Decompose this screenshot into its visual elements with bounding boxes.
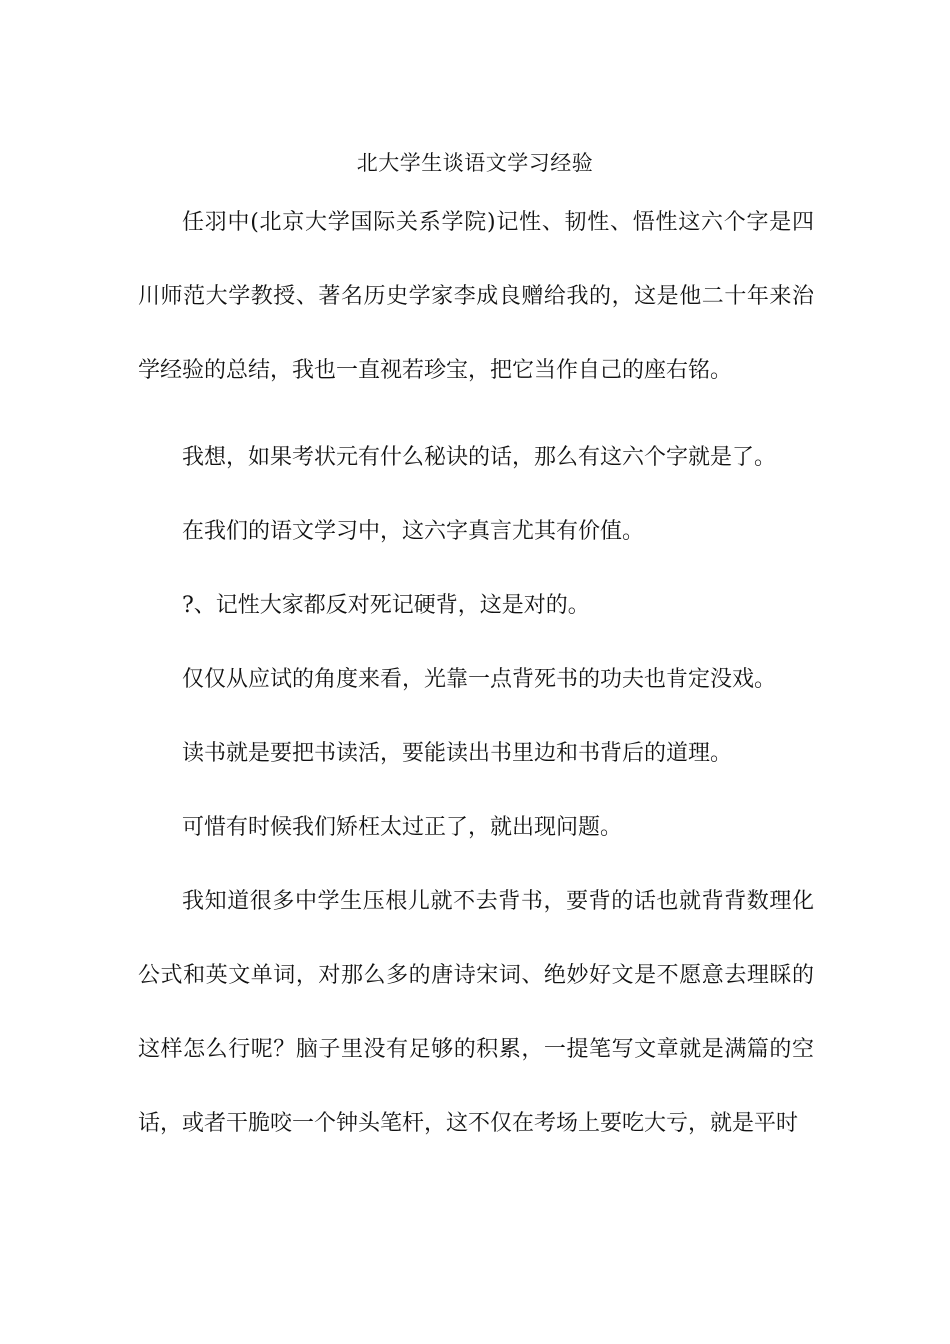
paragraph-8: 我知道很多中学生压根儿就不去背书，要背的话也就背背数理化公式和英文单词，对那么多的唐诗宋词、绝妙好文是不愿意去理睬的这样怎么行呢？脑子里没有足够的积累，一提笔写文章就是满篇的空话，或者干脆咬一个钟头笔杆，这不仅在考场上要吃大亏，就是平时 <box>138 889 814 1136</box>
paragraph-1: 任羽中(北京大学国际关系学院)记性、韧性、悟性这六个字是四川师范大学教授、著名历史学家李成良赠给我的，这是他二十年来治学经验的总结，我也一直视若珍宝，把它当作自己的座右铭。 <box>138 210 814 383</box>
paragraph-6: 读书就是要把书读活，要能读出书里边和书背后的道理。 <box>182 741 733 766</box>
paragraph-5: 仅仅从应试的角度来看，光靠一点背死书的功夫也肯定没戏。 <box>182 667 777 692</box>
document-title: 北大学生谈语文学习经验 <box>356 151 594 175</box>
paragraph-4: ?、记性大家都反对死记硬背，这是对的。 <box>182 593 590 618</box>
paragraph-7: 可惜有时候我们矫枉太过正了，就出现问题。 <box>182 815 623 840</box>
paragraph-2: 我想，如果考状元有什么秘诀的话，那么有这六个字就是了。 <box>182 445 777 470</box>
paragraph-3: 在我们的语文学习中，这六字真言尤其有价值。 <box>182 519 645 544</box>
